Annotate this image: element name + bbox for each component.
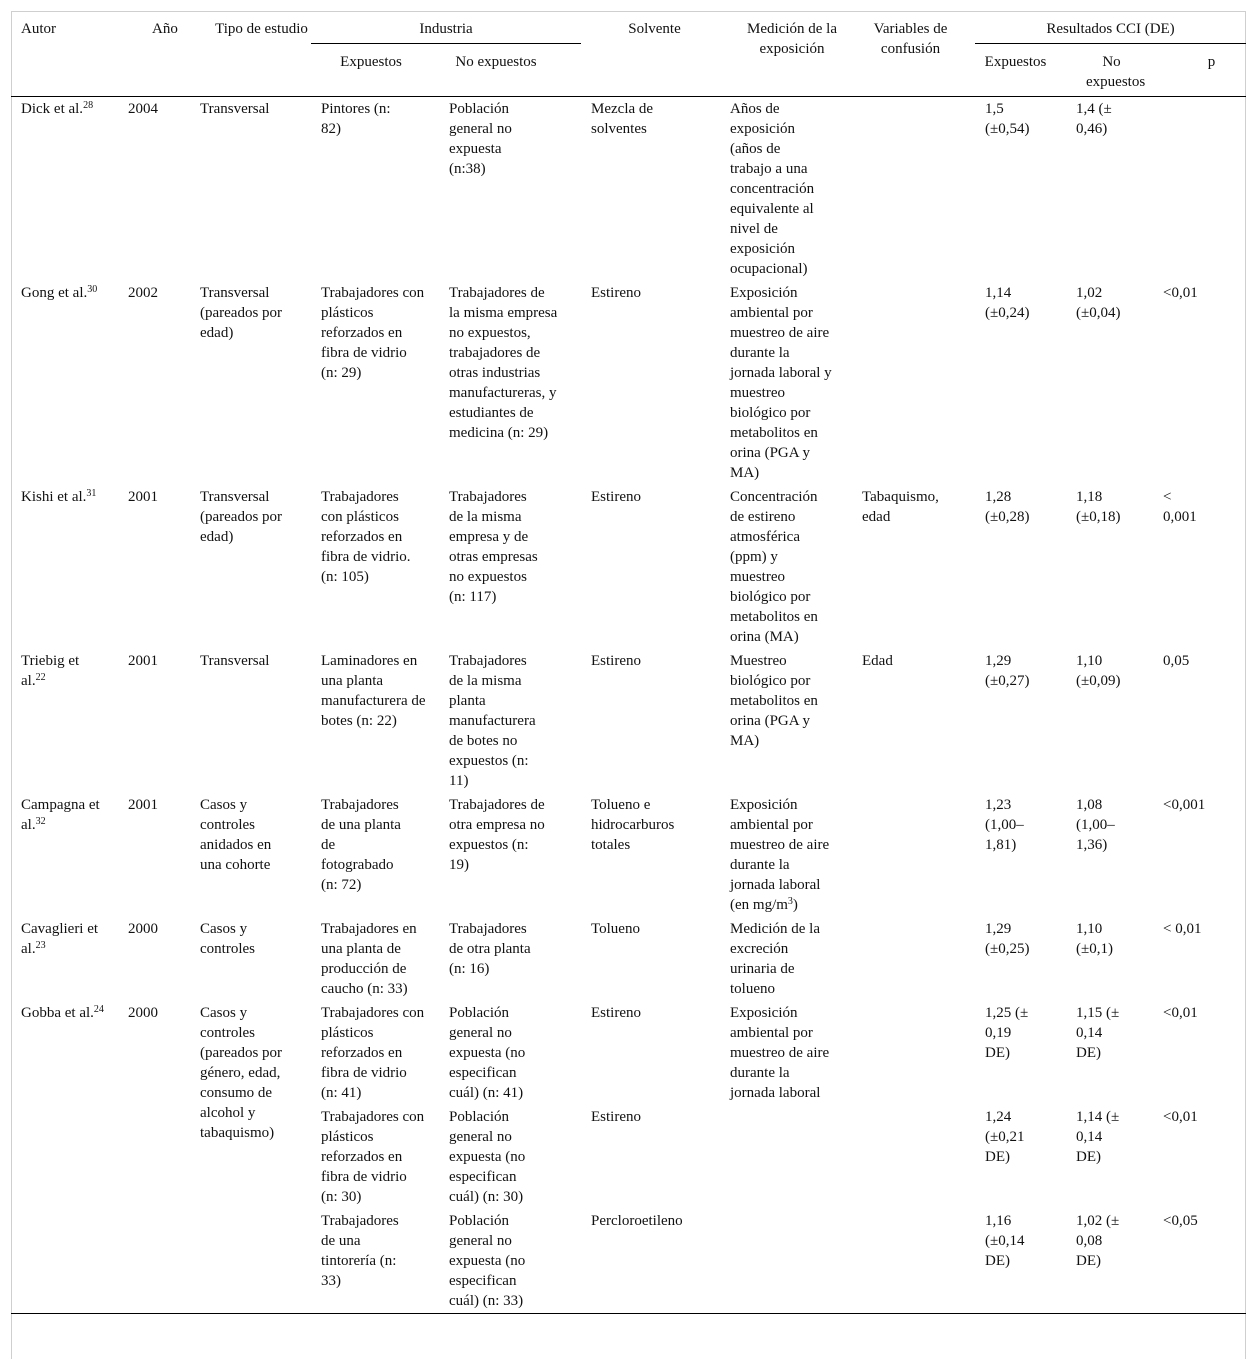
cell-res-expuestos: 1,25 (± 0,19 DE) xyxy=(985,1005,1029,1061)
cell-solvente: Estireno xyxy=(591,653,642,669)
cell-anio: 2001 xyxy=(128,797,158,813)
cell-res-expuestos: 1,24 (±0,21 DE) xyxy=(985,1109,1025,1165)
cell-no-expuestos: Trabajadores de otra empresa no expuestos (n: 19) xyxy=(449,797,545,873)
cell-expuestos: Trabajadores con plásticos reforzados en fibra de vidrio. (n: 105) xyxy=(321,489,411,585)
cell-anio: 2000 xyxy=(128,921,158,937)
cell-autor xyxy=(11,917,118,1001)
cell-solvente: Mezcla de solventes xyxy=(591,101,654,137)
cell-res-expuestos: 1,23 (1,00–1,81) xyxy=(985,797,1024,853)
cell-anio: 2004 xyxy=(128,101,158,117)
cell-res-no-expuestos: 1,10 (±0,1) xyxy=(1076,921,1113,957)
cell-solvente: Estireno xyxy=(591,1005,642,1021)
author-name: Campagna et al. xyxy=(21,797,100,833)
table-row xyxy=(11,1001,1246,1105)
cell-medicion: Exposición ambiental por muestreo de aire durante la jornada laboral xyxy=(720,1001,852,1314)
measurement-close: ) xyxy=(792,897,798,913)
header-industria: Industria xyxy=(311,11,581,44)
measurement-text: Exposición ambiental por muestreo de aire durante la jornada laboral (en mg/m xyxy=(730,797,830,913)
results-table xyxy=(11,11,1246,1314)
table-row xyxy=(11,793,1246,917)
cell-res-expuestos: 1,16 (±0,14 DE) xyxy=(975,1209,1066,1314)
cell-p: < 0,01 xyxy=(1163,921,1202,937)
reference-number: 28 xyxy=(83,100,94,111)
cell-no-expuestos: Población general no expuesta (no especifican cuál) (n: 41) xyxy=(449,1005,526,1101)
unit-superscript: 3 xyxy=(787,896,793,907)
cell-no-expuestos: Población general no expuesta (n:38) xyxy=(449,101,512,177)
table-row xyxy=(11,281,1246,485)
reference-number: 31 xyxy=(86,488,97,499)
header-solvente: Solvente xyxy=(628,21,681,37)
header-p: p xyxy=(1207,54,1216,70)
cell-res-no-expuestos: 1,10 (±0,09) xyxy=(1076,653,1121,689)
cell-res-no-expuestos: 1,4 (± 0,46) xyxy=(1076,101,1112,137)
cell-tipo: Casos y controles anidados en una cohorte xyxy=(200,797,272,873)
cell-variables xyxy=(852,793,975,917)
cell-anio: 2000 xyxy=(118,1001,194,1314)
cell-medicion: Muestreo biológico por metabolitos en orina (PGA y MA) xyxy=(730,653,818,749)
cell-expuestos: Trabajadores en una planta de producción de caucho (n: 33) xyxy=(321,921,417,997)
table-row xyxy=(11,917,1246,1001)
header-no-expuestos: No expuestos xyxy=(455,54,537,70)
cell-expuestos: Laminadores en una planta manufacturera de botes (n: 22) xyxy=(321,653,426,729)
cell-solvente: Estireno xyxy=(591,285,642,301)
cell-medicion: Exposición ambiental por muestreo de aire durante la jornada laboral y muestreo biológico por metabolitos en orina (PGA y MA) xyxy=(730,285,832,481)
cell-solvente: Tolueno xyxy=(591,921,640,937)
cell-tipo: Transversal xyxy=(200,101,270,117)
cell-solvente: Estireno xyxy=(591,489,642,505)
reference-number: 22 xyxy=(35,672,46,683)
cell-solvente: Percloroetileno xyxy=(581,1209,720,1314)
cell-res-expuestos: 1,5 (±0,54) xyxy=(985,101,1030,137)
cell-tipo: Transversal (pareados por edad) xyxy=(200,285,283,341)
cell-autor xyxy=(11,1001,118,1314)
cell-autor xyxy=(11,281,118,485)
cell-solvente: Estireno xyxy=(591,1109,642,1125)
header-anio: Año xyxy=(152,21,178,37)
cell-res-no-expuestos: 1,14 (± 0,14 DE) xyxy=(1076,1109,1120,1165)
author-name: Triebig et al. xyxy=(21,653,80,689)
cell-res-no-expuestos: 1,02 (± 0,08 DE) xyxy=(1066,1209,1157,1314)
cell-expuestos: Pintores (n: 82) xyxy=(321,101,391,137)
cell-autor xyxy=(11,97,118,282)
cell-expuestos: Trabajadores de una planta de fotograbado (n: 72) xyxy=(321,797,401,893)
cell-expuestos: Trabajadores con plásticos reforzados en fibra de vidrio (n: 29) xyxy=(321,285,425,381)
cell-variables: Tabaquismo, edad xyxy=(862,489,939,525)
cell-p: <0,01 xyxy=(1163,285,1198,301)
cell-no-expuestos: Trabajadores de la misma planta manufacturera de botes no expuestos (n: 11) xyxy=(449,653,536,789)
cell-medicion: Años de exposición (años de trabajo a una concentración equivalente al nivel de exposición ocupacional) xyxy=(730,101,815,277)
cell-res-no-expuestos: 1,15 (± 0,14 DE) xyxy=(1076,1005,1120,1061)
reference-number: 24 xyxy=(93,1004,104,1015)
cell-anio: 2001 xyxy=(128,653,158,669)
cell-no-expuestos: Población general no expuesta (no especifican cuál) (n: 33) xyxy=(441,1209,581,1314)
cell-expuestos: Trabajadores con plásticos reforzados en fibra de vidrio (n: 30) xyxy=(321,1109,425,1205)
cell-variables xyxy=(852,97,975,282)
cell-tipo: Casos y controles (pareados por género, edad, consumo de alcohol y tabaquismo) xyxy=(194,1001,311,1314)
cell-medicion: Medición de la excreción urinaria de tolueno xyxy=(730,921,820,997)
cell-no-expuestos: Trabajadores de la misma empresa no expuestos, trabajadores de otras industrias manufactureras, y estudiantes de medicina (n: 29) xyxy=(449,285,558,441)
cell-expuestos: Trabajadores con plásticos reforzados en fibra de vidrio (n: 41) xyxy=(321,1005,425,1101)
header-res-expuestos: Expuestos xyxy=(984,54,1047,70)
cell-solvente: Tolueno e hidrocarburos totales xyxy=(591,797,675,853)
table-row xyxy=(11,97,1246,282)
cell-tipo: Transversal xyxy=(200,653,270,669)
cell-medicion: Concentración de estireno atmosférica (ppm) y muestreo biológico por metabolitos en orina (MA) xyxy=(730,489,818,645)
cell-expuestos: Trabajadores de una tintorería (n: 33) xyxy=(311,1209,441,1314)
cell-autor xyxy=(11,793,118,917)
cell-p: <0,05 xyxy=(1157,1209,1246,1314)
cell-variables xyxy=(852,917,975,1001)
cell-anio: 2002 xyxy=(128,285,158,301)
author-name: Gobba et al. xyxy=(21,1005,94,1021)
reference-number: 32 xyxy=(35,816,46,827)
table-body xyxy=(11,97,1246,1314)
header-variables: Variables de confusión xyxy=(873,21,948,57)
table-row xyxy=(11,649,1246,793)
cell-tipo: Casos y controles xyxy=(200,921,255,957)
author-name: Dick et al. xyxy=(21,101,84,117)
cell-res-expuestos: 1,29 (±0,27) xyxy=(985,653,1030,689)
author-name: Kishi et al. xyxy=(21,489,87,505)
cell-p xyxy=(1157,97,1246,282)
header-expuestos: Expuestos xyxy=(340,54,402,70)
cell-p: < 0,001 xyxy=(1163,489,1197,525)
header-tipo xyxy=(194,11,311,96)
cell-anio: 2001 xyxy=(128,489,158,505)
table-row xyxy=(11,485,1246,649)
header-res-no-expuestos: No expuestos xyxy=(1086,54,1146,90)
reference-number: 23 xyxy=(35,940,46,951)
cell-res-no-expuestos: 1,18 (±0,18) xyxy=(1076,489,1121,525)
cell-res-expuestos: 1,28 (±0,28) xyxy=(985,489,1030,525)
cell-p: <0,01 xyxy=(1163,1005,1198,1021)
header-resultados: Resultados CCI (DE) xyxy=(975,11,1246,44)
author-name: Gong et al. xyxy=(21,285,88,301)
header-tipo-text: Tipo de estudio xyxy=(215,21,308,37)
reference-number: 30 xyxy=(87,284,98,295)
cell-variables xyxy=(852,1001,975,1314)
cell-res-expuestos: 1,14 (±0,24) xyxy=(985,285,1030,321)
cell-p: <0,001 xyxy=(1163,797,1206,813)
author-name: Cavaglieri et al. xyxy=(21,921,99,957)
cell-res-no-expuestos: 1,02 (±0,04) xyxy=(1076,285,1121,321)
cell-variables: Edad xyxy=(862,653,893,669)
cell-tipo: Transversal (pareados por edad) xyxy=(200,489,283,545)
cell-no-expuestos: Trabajadores de otra planta (n: 16) xyxy=(449,921,531,977)
table-header xyxy=(11,11,1246,97)
results-table-container xyxy=(11,11,1246,1314)
header-medicion: Medición de la exposición xyxy=(747,21,837,57)
cell-autor xyxy=(11,485,118,649)
cell-res-no-expuestos: 1,08 (1,00–1,36) xyxy=(1076,797,1115,853)
cell-p: <0,01 xyxy=(1163,1109,1198,1125)
cell-variables xyxy=(852,281,975,485)
cell-p: 0,05 xyxy=(1163,653,1190,669)
header-autor: Autor xyxy=(21,21,56,37)
cell-autor xyxy=(11,649,118,793)
cell-no-expuestos: Población general no expuesta (no especifican cuál) (n: 30) xyxy=(449,1109,526,1205)
cell-no-expuestos: Trabajadores de la misma empresa y de otras empresas no expuestos (n: 117) xyxy=(449,489,538,605)
cell-medicion xyxy=(720,793,852,917)
cell-res-expuestos: 1,29 (±0,25) xyxy=(985,921,1030,957)
